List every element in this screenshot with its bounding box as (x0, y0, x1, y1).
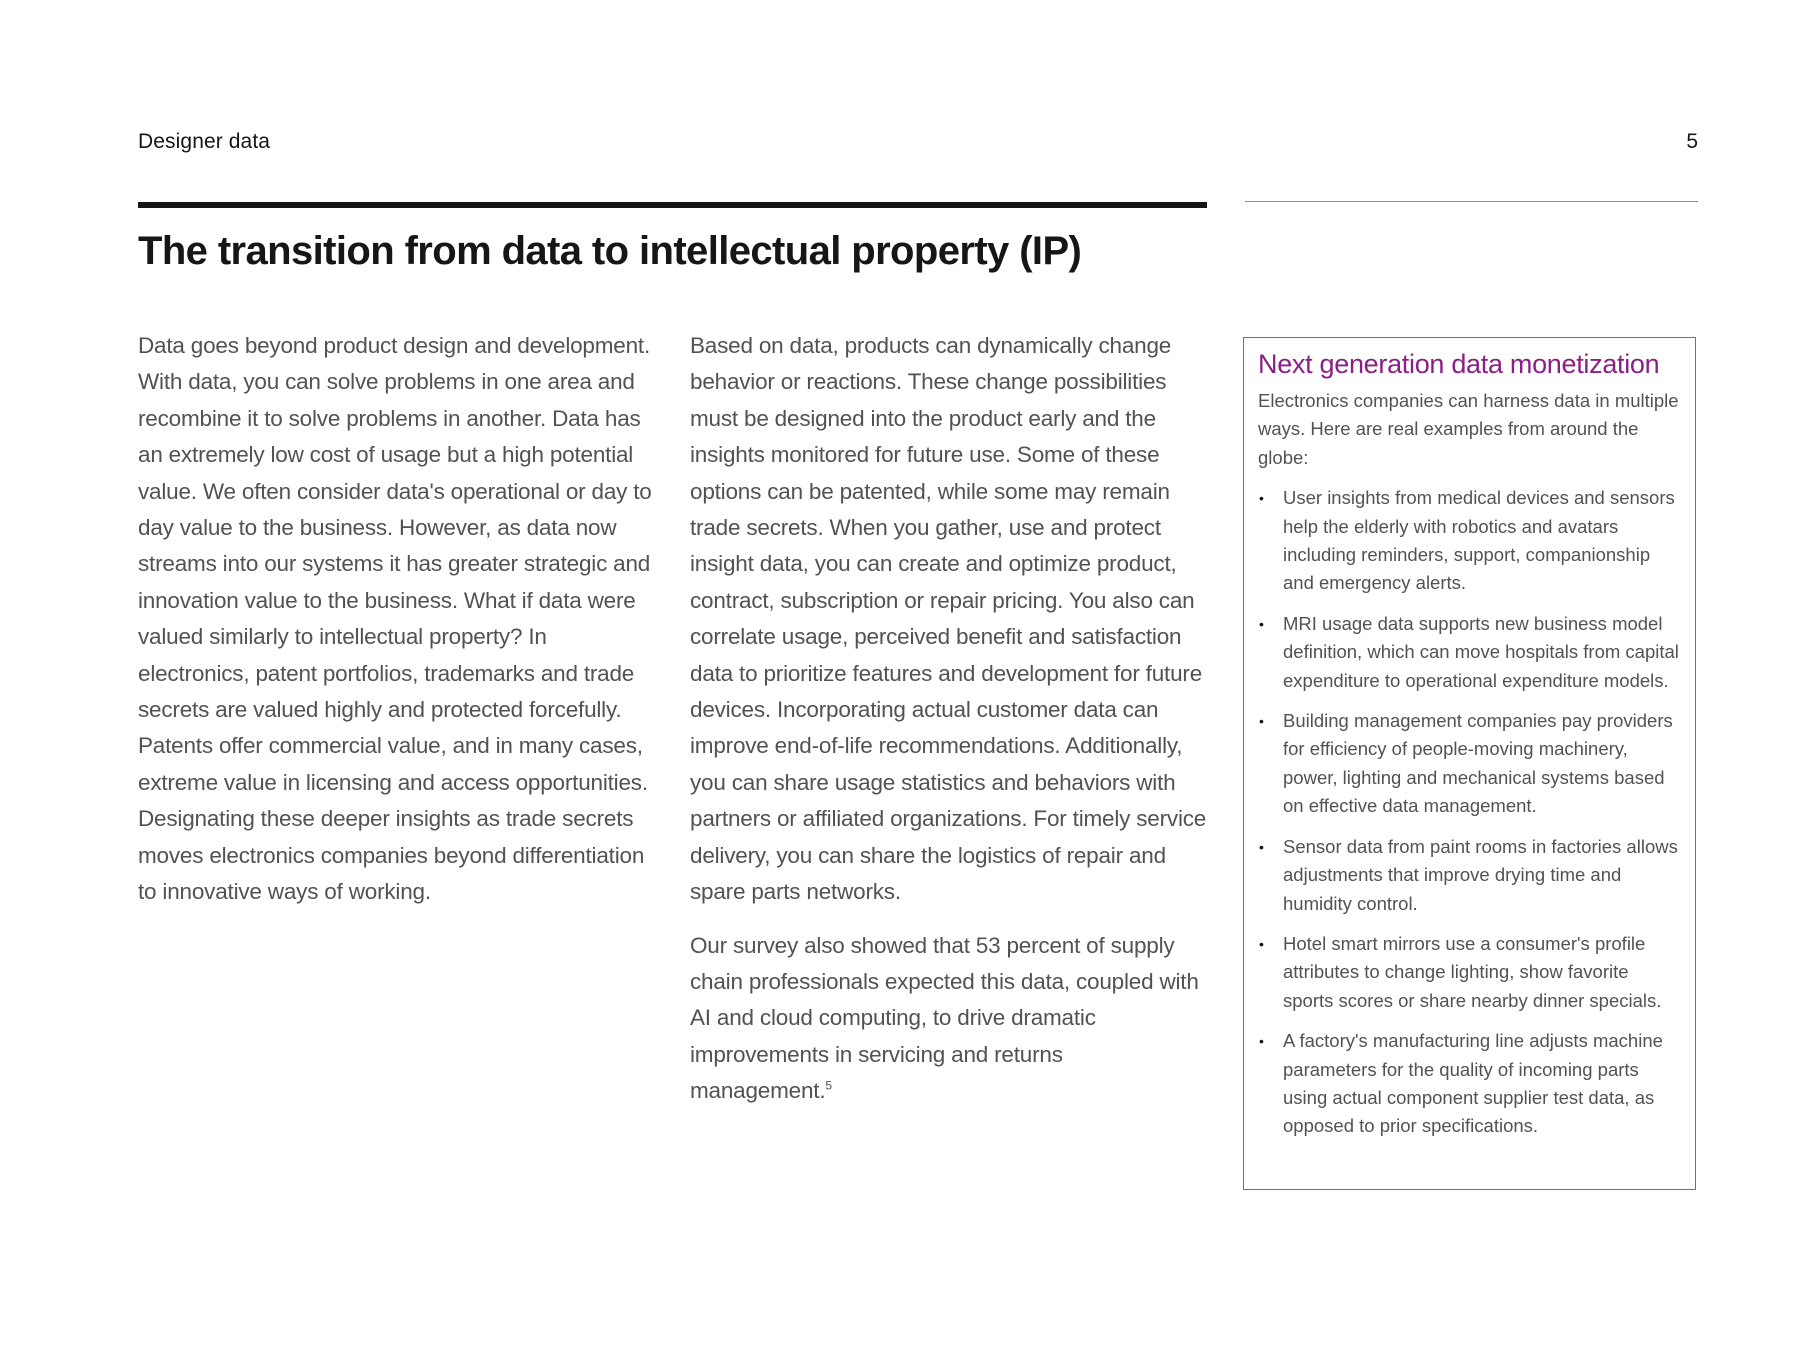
sidebar-list-item (1258, 707, 1683, 821)
body-paragraph: Data goes beyond product design and development. With data, you can solve problems in one area and recombine it to solve problems in another. Data has an extremely low cost of usage but a high potential value. We often consider data's operational or day to day value to the business. However, as data now streams into our systems it has greater strategic and innovation value to the business. What if data were valued similarly to intellectual property? In electronics, patent portfolios, trademarks and trade secrets are valued highly and protected forcefully. Patents offer commercial value, and in many cases, extreme value in licensing and access opportunities. Designating these deeper insights as trade secrets moves electronics companies beyond differentiation to innovative ways of working. (138, 333, 652, 905)
sidebar-list-item-text: MRI usage data supports new business model definition, which can move hospitals from capital expenditure to operational expenditure models. (1283, 612, 1679, 691)
sidebar-list-item (1258, 484, 1683, 598)
title-rule (138, 202, 1207, 208)
running-header-title: Designer data (138, 130, 271, 153)
sidebar-list-item (1258, 1027, 1683, 1141)
bullet-icon: • (1259, 713, 1264, 730)
bullet-icon: • (1259, 490, 1264, 507)
body-paragraph-with-footnote (690, 928, 1210, 1110)
sidebar-callout-box (1243, 337, 1696, 1190)
sidebar-rule (1245, 201, 1698, 202)
bullet-icon: • (1259, 935, 1264, 952)
sidebar-title: Next generation data monetization (1258, 349, 1660, 379)
page-title: The transition from data to intellectual property (IP) (138, 229, 1082, 273)
sidebar-list-item-text: Sensor data from paint rooms in factories allows adjustments that improve drying time and humidity control. (1283, 835, 1678, 914)
bullet-icon: • (1259, 615, 1264, 632)
sidebar-list-item-text: A factory's manufacturing line adjusts machine parameters for the quality of incoming parts using actual component supplier test data, as opposed to prior specifications. (1283, 1030, 1663, 1137)
sidebar-intro: Electronics companies can harness data in multiple ways. Here are real examples from around the globe: (1258, 390, 1679, 468)
sidebar-list-item (1258, 610, 1683, 695)
body-column-2 (690, 328, 1210, 1110)
footnote-reference: 5 (825, 1078, 832, 1093)
sidebar-list-item-text: Hotel smart mirrors use a consumer's profile attributes to change lighting, show favorite sports scores or share nearby dinner specials. (1283, 932, 1662, 1011)
sidebar-list-item-text: User insights from medical devices and sensors help the elderly with robotics and avatars including reminders, support, companionship and emergency alerts. (1283, 487, 1675, 594)
page-number: 5 (1686, 130, 1698, 153)
body-paragraph-text: Our survey also showed that 53 percent of supply chain professionals expected this data, coupled with AI and cloud computing, to drive dramatic improvements in servicing and returns management. (690, 932, 1199, 1104)
sidebar-list (1258, 484, 1683, 1141)
body-paragraph: Based on data, products can dynamically change behavior or reactions. These change possibilities must be designed into the product early and the insights monitored for future use. Some of these options can be patented, while some may remain trade secrets. When you gather, use and protect insight data, you can create and optimize product, contract, subscription or repair pricing. You also can correlate usage, perceived benefit and satisfaction data to prioritize features and development for future devices. Incorporating actual customer data can improve end-of-life recommendations. Additionally, you can share usage statistics and behaviors with partners or affiliated organizations. For timely service delivery, you can share the logistics of repair and spare parts networks. (690, 333, 1207, 905)
sidebar-list-item (1258, 833, 1683, 918)
sidebar-list-item (1258, 930, 1683, 1015)
bullet-icon: • (1259, 1033, 1264, 1050)
body-column-1 (138, 328, 660, 911)
sidebar-list-item-text: Building management companies pay providers for efficiency of people-moving machinery, power, lighting and mechanical systems based on effective data management. (1283, 710, 1673, 817)
bullet-icon: • (1259, 838, 1264, 855)
